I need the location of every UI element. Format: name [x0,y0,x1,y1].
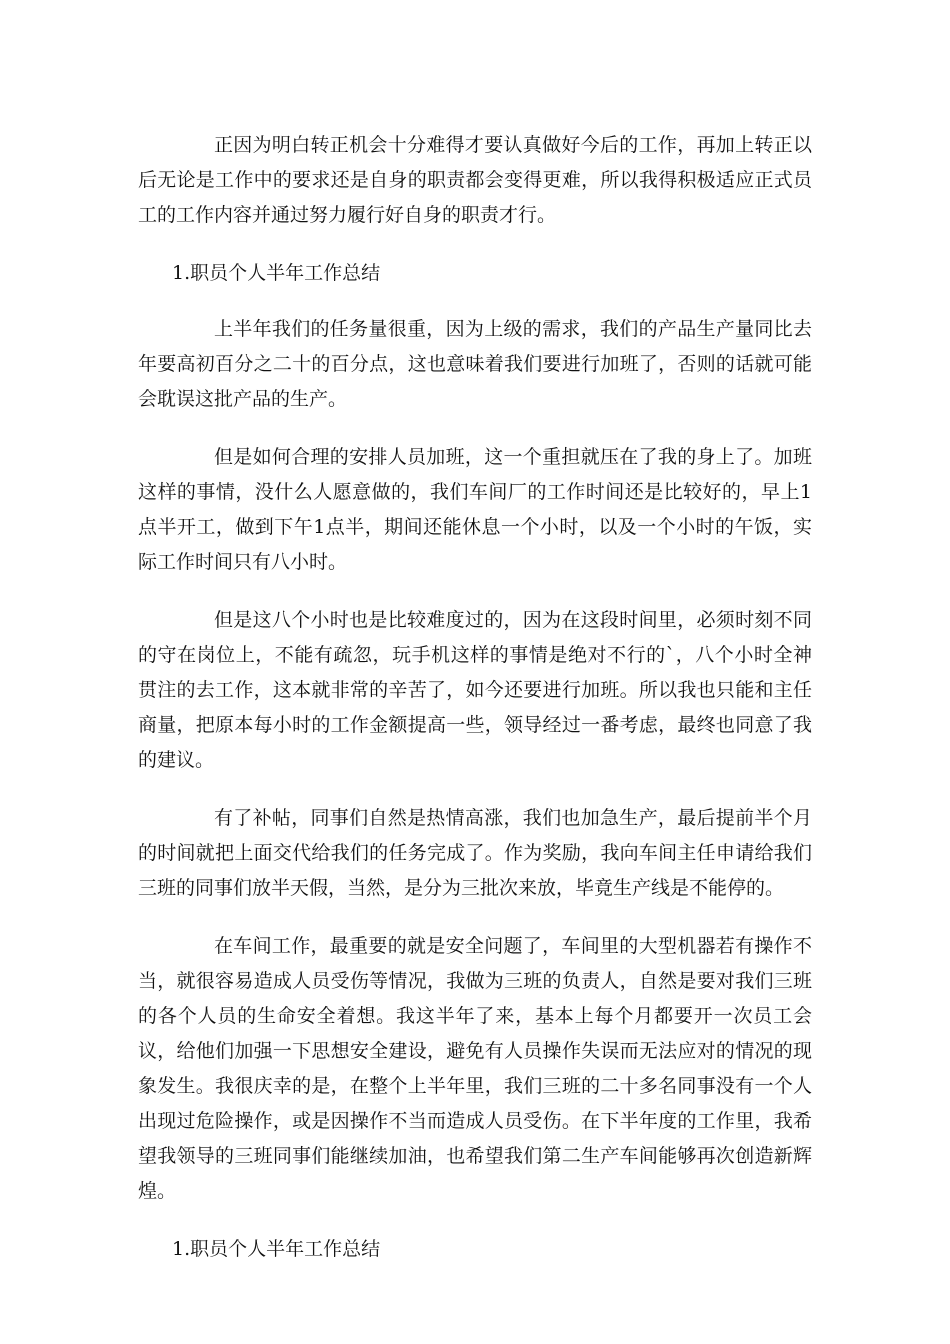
paragraph-workload: 上半年我们的任务量很重，因为上级的需求，我们的产品生产量同比去年要高初百分之二十的百分点，这也意味着我们要进行加班了，否则的话就可能会耽误这批产品的生产。 [138,318,812,410]
paragraph-subsidy: 有了补帖，同事们自然是热情高涨，我们也加急生产，最后提前半个月的时间就把上面交代给我们的任务完成了。作为奖励，我向车间主任申请给我们三班的同事们放半天假，当然，是分为三批次来放，毕竟生产线是不能停的。 [138,807,812,899]
paragraph-overtime: 但是如何合理的安排人员加班，这一个重担就压在了我的身上了。加班这样的事情，没什么人愿意做的，我们车间厂的工作时间还是比较好的，早上1点半开工，做到下午1点半，期间还能休息一个小时，以及一个小时的午饭，实际工作时间只有八小时。 [138,446,812,573]
paragraph-intro: 正因为明白转正机会十分难得才要认真做好今后的工作，再加上转正以后无论是工作中的要求还是自身的职责都会变得更难，所以我得积极适应正式员工的工作内容并通过努力履行好自身的职责才行。 [138,134,812,226]
document-page [138,128,812,1288]
section-heading: 1.职员个人半年工作总结 [172,1238,381,1260]
paragraph-eight-hours: 但是这八个小时也是比较难度过的，因为在这段时间里，必须时刻不同的守在岗位上，不能有疏忽，玩手机这样的事情是绝对不行的`，八个小时全神贯注的去工作，这本就非常的辛苦了，如今还要进行加班。所以我也只能和主任商量，把原本每小时的工作金额提高一些，领导经过一番考虑，最终也同意了我的建议。 [138,609,812,771]
section-heading: 1.职员个人半年工作总结 [172,262,381,284]
paragraph-safety: 在车间工作，最重要的就是安全问题了，车间里的大型机器若有操作不当，就很容易造成人员受伤等情况，我做为三班的负责人，自然是要对我们三班的各个人员的生命安全着想。我这半年了来，基本上每个月都要开一次员工会议，给他们加强一下思想安全建设，避免有人员操作失误而无法应对的情况的现象发生。我很庆幸的是，在整个上半年里，我们三班的二十多名同事没有一个人出现过危险操作，或是因操作不当而造成人员受伤。在下半年度的工作里，我希望我领导的三班同事们能继续加油，也希望我们第二生产车间能够再次创造新辉煌。 [138,935,812,1202]
